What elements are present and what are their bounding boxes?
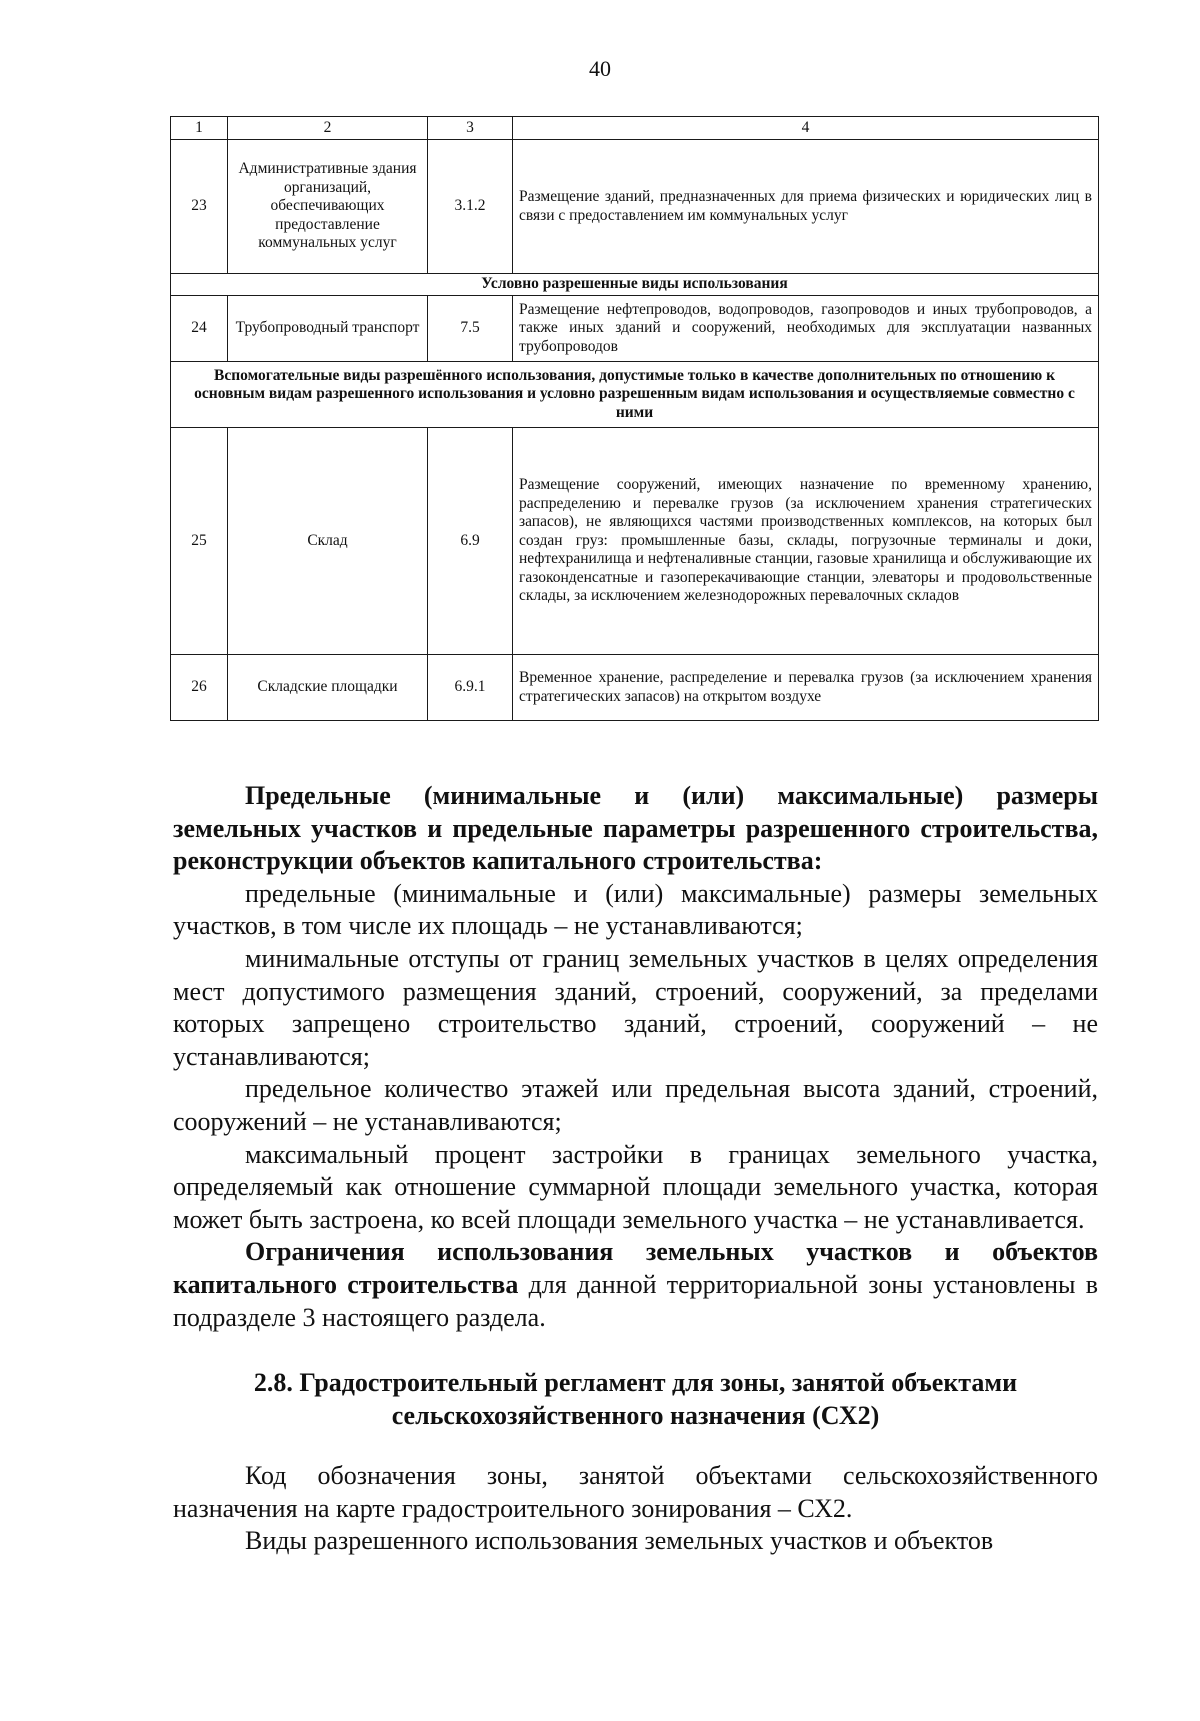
use-type-code: 6.9 <box>428 428 513 655</box>
use-type-description: Размещение нефтепроводов, водопроводов, газопроводов и иных трубопроводов, а также иных зданий и сооружений, необходимых для эксплуатации названных трубопроводов <box>513 296 1099 362</box>
use-type-name: Административные здания организаций, обеспечивающих предоставление коммунальных услуг <box>228 140 428 274</box>
use-type-description: Размещение зданий, предназначенных для приема физических и юридических лиц в связи с предоставлением им коммунальных услуг <box>513 140 1099 274</box>
use-type-name: Склад <box>228 428 428 655</box>
section-row <box>171 274 1099 296</box>
use-type-code: 7.5 <box>428 296 513 362</box>
restrictions-rest: для данной территориальной зоны установлены в подразделе 3 настоящего раздела. <box>173 1269 1098 1332</box>
section-title-line1: 2.8. Градостроительный регламент для зоны, занятой объектами <box>253 1368 1018 1398</box>
section-row <box>171 362 1099 428</box>
row-number: 26 <box>171 655 228 721</box>
limits-heading: Предельные (минимальные и (или) максимальные) размеры земельных участков и предельные параметры разрешенного строительства, реконструкции объектов капитального строительства: <box>173 781 1098 876</box>
use-type-code: 3.1.2 <box>428 140 513 274</box>
row-number: 25 <box>171 428 228 655</box>
land-use-table <box>170 116 1099 721</box>
row-number: 23 <box>171 140 228 274</box>
table-header-row <box>171 117 1099 140</box>
use-type-description: Временное хранение, распределение и перевалка грузов (за исключением хранения стратегических запасов) на открытом воздухе <box>513 655 1099 721</box>
use-type-code: 6.9.1 <box>428 655 513 721</box>
page-number: 40 <box>589 56 611 81</box>
section-conditional-uses: Условно разрешенные виды использования <box>171 274 1099 296</box>
header-cell-1: 1 <box>171 117 228 140</box>
use-type-description: Размещение сооружений, имеющих назначение по временному хранению, распределению и перевалке грузов (за исключением хранения стратегических запасов), не являющихся частями производственных комплексов, на которых был создан груз: промышленные базы, склады, погрузочные терминалы и доки, нефтехранилища и нефтеналивные станции, газовые хранилища и обслуживающие их газоконденсатные и газоперекачивающие станции, элеваторы и продовольственные склады, за исключением железнодорожных перевалочных складов <box>513 428 1099 655</box>
document-body <box>173 780 1098 1558</box>
section-title <box>173 1366 1098 1432</box>
table-row <box>171 655 1099 721</box>
paragraph-zone-code: Код обозначения зоны, занятой объектами сельскохозяйственного назначения на карте градостроительного зонирования – СХ2. <box>173 1461 1098 1523</box>
row-number: 24 <box>171 296 228 362</box>
table-row <box>171 428 1099 655</box>
table-row <box>171 140 1099 274</box>
section-auxiliary-uses: Вспомогательные виды разрешённого использования, допустимые только в качестве дополнительных по отношению к основным видам разрешенного использования и условно разрешенным видам использования и осуществляемые совместно с ними <box>171 362 1099 428</box>
paragraph-floors: предельное количество этажей или предельная высота зданий, строений, сооружений – не устанавливаются; <box>173 1074 1098 1136</box>
header-cell-2: 2 <box>228 117 428 140</box>
spacer <box>173 1432 1098 1460</box>
paragraph-permitted-uses: Виды разрешенного использования земельных участков и объектов <box>245 1526 994 1556</box>
table-row <box>171 296 1099 362</box>
paragraph-plot-sizes: предельные (минимальные и (или) максимальные) размеры земельных участков, в том числе их площадь – не устанавливаются; <box>173 878 1098 941</box>
section-title-line2: сельскохозяйственного назначения (СХ2) <box>391 1401 880 1431</box>
paragraph-setbacks: минимальные отступы от границ земельных участков в целях определения мест допустимого размещения зданий, строений, сооружений, за пределами которых запрещено строительство зданий, строений, сооружений – не устанавливаются; <box>173 943 1098 1071</box>
restrictions-bold: Ограничения использования земельных участков и объектов капитального строительства <box>173 1237 1098 1299</box>
header-cell-3: 3 <box>428 117 513 140</box>
header-cell-4: 4 <box>513 117 1099 140</box>
use-type-name: Складские площадки <box>228 655 428 721</box>
use-type-name: Трубопроводный транспорт <box>228 296 428 362</box>
paragraph-restrictions <box>173 1236 1098 1334</box>
paragraph-coverage: максимальный процент застройки в границах земельного участка, определяемый как отношение суммарной площади земельного участка, которая может быть застроена, ко всей площади земельного участка – не устанавливается. <box>173 1139 1098 1234</box>
